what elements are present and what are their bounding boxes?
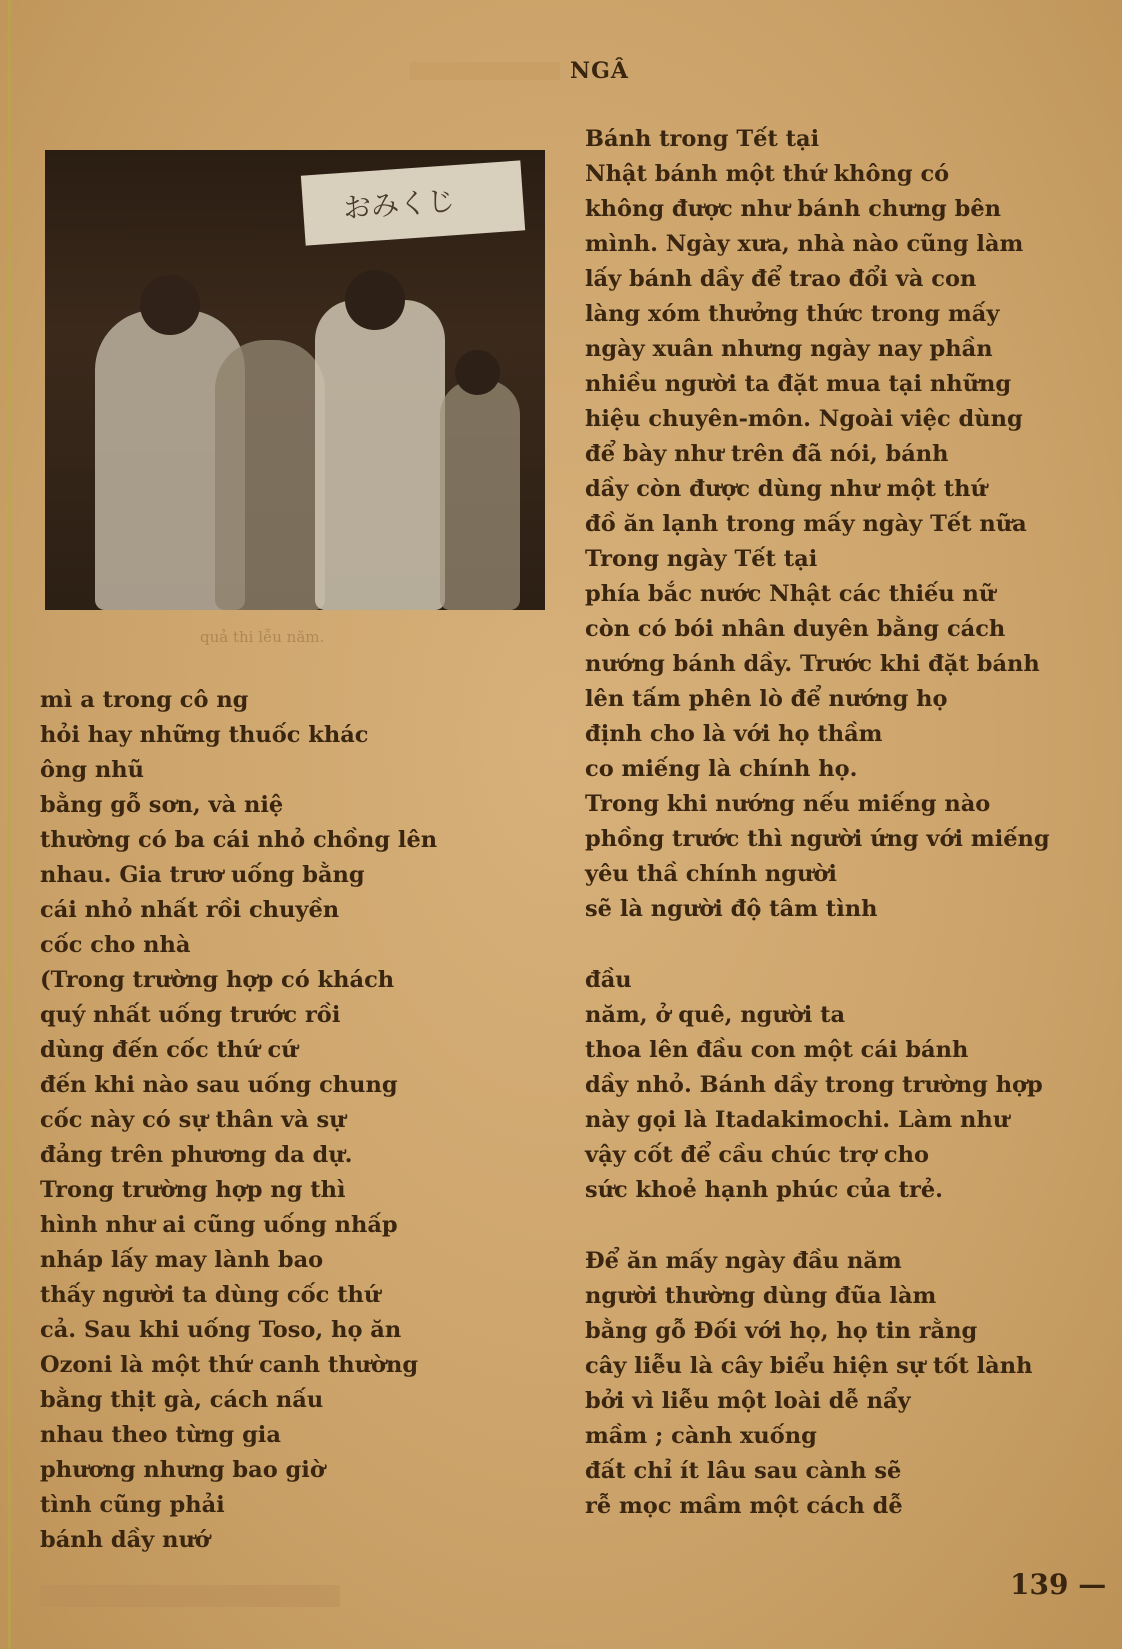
text-line: hình như ai cũng uống nhấp [40,1212,398,1238]
text-line: Trong ngày Tết tại [585,546,818,572]
photo [45,150,545,610]
text-line: người thường dùng đũa làm [585,1283,937,1309]
photo-figure-head [140,275,200,335]
left-text-column [40,683,550,1558]
text-line: còn có bói nhân duyên bằng cách [585,616,1006,642]
text-line: phương nhưng bao giờ [40,1457,325,1483]
text-line: dầy còn được dùng như một thứ [585,476,987,502]
text-line: vậy cốt để cầu chúc trợ cho [585,1142,929,1168]
text-line: lấy bánh dầy để trao đổi và con [585,266,977,292]
text-line: nướng bánh dầy. Trước khi đặt bánh [585,651,1040,677]
right-text-column [585,122,1095,1524]
text-line: cây liễu là cây biểu hiện sự tốt lành [585,1353,1033,1379]
photo-caption: quả thi lễu năm. [200,628,325,646]
text-line: thoa lên đầu con một cái bánh [585,1037,969,1063]
photo-figure [440,380,520,610]
text-line: định cho là với họ thầm [585,721,883,747]
photo-sign [301,160,525,245]
text-line: Ozoni là một thứ canh thường [40,1352,419,1378]
text-line: Trong trường hợp ng thì [40,1177,346,1203]
text-line: phía bắc nước Nhật các thiếu nữ [585,581,996,607]
text-line: tình cũng phải [40,1492,225,1518]
faded-header-text [410,62,560,80]
page-header: NGÂ [570,58,629,84]
text-line: năm, ở quê, người ta [585,1002,846,1028]
text-line: quý nhất uống trước rồi [40,1002,341,1028]
text-line: mì a trong cô ng [40,687,249,713]
photo-figure [315,300,445,610]
text-line: mầm ; cành xuống [585,1423,817,1449]
text-line: để bày như trên đã nói, bánh [585,441,949,467]
photo-sign-text: おみくじ [342,184,457,225]
photo-figure-head [455,350,500,395]
text-line: mình. Ngày xưa, nhà nào cũng làm [585,231,1024,257]
text-line: bởi vì liễu một loài dễ nẩy [585,1388,911,1414]
text-line: hiệu chuyên-môn. Ngoài việc dùng [585,406,1023,432]
text-line: sẽ là người độ tâm tình [585,896,878,922]
text-line: (Trong trường hợp có khách [40,967,395,993]
photo-figure-head [345,270,405,330]
text-line: bánh dầy nướ [40,1527,210,1553]
text-line: rễ mọc mầm một cách dễ [585,1493,903,1519]
text-line: bằng gỗ Đối với họ, họ tin rằng [585,1318,978,1344]
text-line: nháp lấy may lành bao [40,1247,324,1273]
text-line: hỏi hay những thuốc khác [40,722,369,748]
text-line: đến khi nào sau uống chung [40,1072,398,1098]
text-line: đầu [585,967,632,993]
text-line: cốc cho nhà [40,932,191,958]
text-line: làng xóm thưởng thức trong mấy [585,301,1000,327]
text-line: Bánh trong Tết tại [585,126,820,152]
text-line: không được như bánh chưng bên [585,196,1002,222]
text-line: sức khoẻ hạnh phúc của trẻ. [585,1177,944,1203]
page-number: 139 — [1010,1568,1107,1601]
text-line: bằng thịt gà, cách nấu [40,1387,324,1413]
text-line: ông nhũ [40,757,145,783]
text-line: bằng gỗ sơn, và niệ [40,792,284,818]
text-line: này gọi là Itadakimochi. Làm như [585,1107,1010,1133]
photo-figure [215,340,325,610]
text-line: nhau. Gia trươ uống bằng [40,862,365,888]
text-line: nhiều người ta đặt mua tại những [585,371,1012,397]
text-line: thấy người ta dùng cốc thứ [40,1282,381,1308]
text-line: ngày xuân nhưng ngày nay phần [585,336,993,362]
text-line: Để ăn mấy ngày đầu năm [585,1248,902,1274]
text-line: dùng đến cốc thứ cứ [40,1037,298,1063]
text-line: cái nhỏ nhất rồi chuyền [40,897,340,923]
text-line: dầy nhỏ. Bánh dầy trong trường hợp [585,1072,1043,1098]
text-line: lên tấm phên lò để nướng họ [585,686,948,712]
text-line: Nhật bánh một thứ không có [585,161,950,187]
text-line: nhau theo từng gia [40,1422,281,1448]
text-line: đất chỉ ít lâu sau cành sẽ [585,1458,902,1484]
text-line: cả. Sau khi uống Toso, họ ăn [40,1317,402,1343]
text-line: đảng trên phương da dự. [40,1142,353,1168]
text-line: cốc này có sự thân và sự [40,1107,346,1133]
page-edge [8,0,11,1649]
text-line: yêu thầ chính người [585,861,837,887]
text-line: Trong khi nướng nếu miếng nào [585,791,991,817]
text-line: thường có ba cái nhỏ chồng lên [40,827,438,853]
text-line: co miếng là chính họ. [585,756,858,782]
text-line: đồ ăn lạnh trong mấy ngày Tết nữa [585,511,1027,537]
text-line: phồng trước thì người ứng với miếng [585,826,1050,852]
faded-footer-text [40,1585,340,1607]
